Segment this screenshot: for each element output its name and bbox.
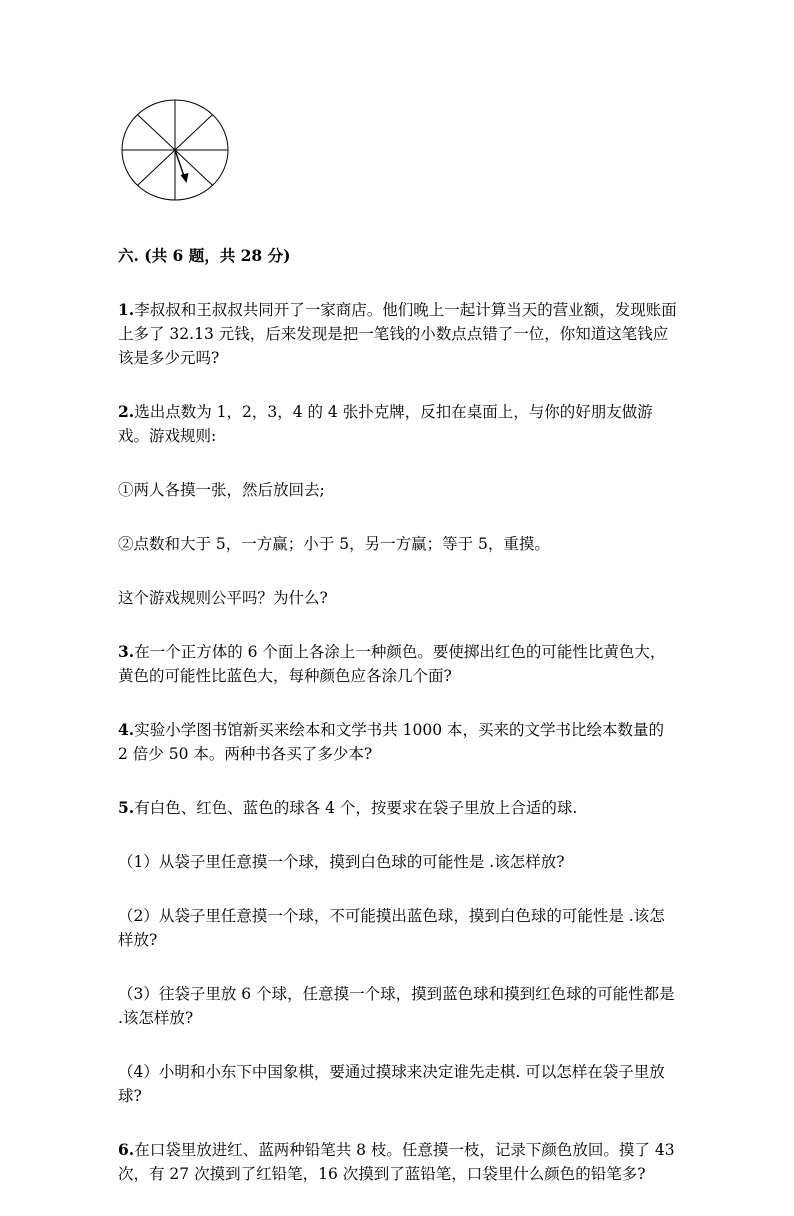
question-paragraph (118, 850, 678, 874)
question-text: 在一个正方体的 6 个面上各涂上一种颜色。要使掷出红色的可能性比黄色大，黄色的可能性比蓝色大，每种颜色应各涂几个面? (118, 643, 666, 685)
question-paragraph (118, 640, 678, 688)
question-number: 2. (118, 402, 135, 421)
question-number: 1. (118, 300, 135, 319)
question-paragraph (118, 586, 678, 610)
question-text: 实验小学图书馆新买来绘本和文学书共 1000 本，买来的文学书比绘本数量的 2 倍少 50 本。两种书各买了多少本? (118, 721, 664, 763)
question-text: ①两人各摸一张，然后放回去; (118, 481, 325, 499)
question-paragraph (118, 400, 678, 448)
question-list (118, 298, 678, 1186)
question-text: （1）从袋子里任意摸一个球，摸到白色球的可能性是 .该怎样放? (118, 853, 565, 871)
question-paragraph (118, 298, 678, 370)
question-text: 有白色、红色、蓝色的球各 4 个，按要求在袋子里放上合适的球. (134, 799, 578, 817)
question-paragraph (118, 532, 678, 556)
question-paragraph (118, 478, 678, 502)
question-paragraph (118, 1060, 678, 1108)
question-section (118, 244, 678, 1216)
question-text: 这个游戏规则公平吗？为什么? (118, 589, 328, 607)
spinner-arrow-head-icon (181, 173, 189, 183)
question-paragraph (118, 904, 678, 952)
question-text: （2）从袋子里任意摸一个球，不可能摸出蓝色球，摸到白色球的可能性是 .该怎样放? (118, 907, 665, 949)
question-text: 在口袋里放进红、蓝两种铅笔共 8 枝。任意摸一枝，记录下颜色放回。摸了 43 次，有 27 次摸到了红铅笔，16 次摸到了蓝铅笔，口袋里什么颜色的铅笔多? (118, 1141, 675, 1183)
question-text: 选出点数为 1，2，3，4 的 4 张扑克牌，反扣在桌面上，与你的好朋友做游戏。游戏规则: (118, 403, 653, 445)
question-number: 6. (118, 1140, 135, 1159)
question-paragraph (118, 1138, 678, 1186)
question-paragraph (118, 718, 678, 766)
question-text: （3）往袋子里放 6 个球，任意摸一个球，摸到蓝色球和摸到红色球的可能性都是 .该怎样放? (118, 985, 675, 1027)
question-text: 李叔叔和王叔叔共同开了一家商店。他们晚上一起计算当天的营业额，发现账面上多了 32.13 元钱，后来发现是把一笔钱的小数点点错了一位，你知道这笔钱应该是多少元吗? (118, 301, 677, 367)
section-title: 六. (共 6 题，共 28 分) (118, 246, 291, 265)
question-number: 5. (118, 798, 135, 817)
question-text: （4）小明和小东下中国象棋，要通过摸球来决定谁先走棋. 可以怎样在袋子里放球? (118, 1063, 665, 1105)
spinner-diagram (120, 99, 230, 203)
question-number: 3. (118, 642, 135, 661)
question-paragraph (118, 982, 678, 1030)
question-number: 4. (118, 720, 135, 739)
question-paragraph (118, 796, 678, 820)
question-text: ②点数和大于 5，一方赢；小于 5，另一方赢；等于 5，重摸。 (118, 535, 550, 553)
